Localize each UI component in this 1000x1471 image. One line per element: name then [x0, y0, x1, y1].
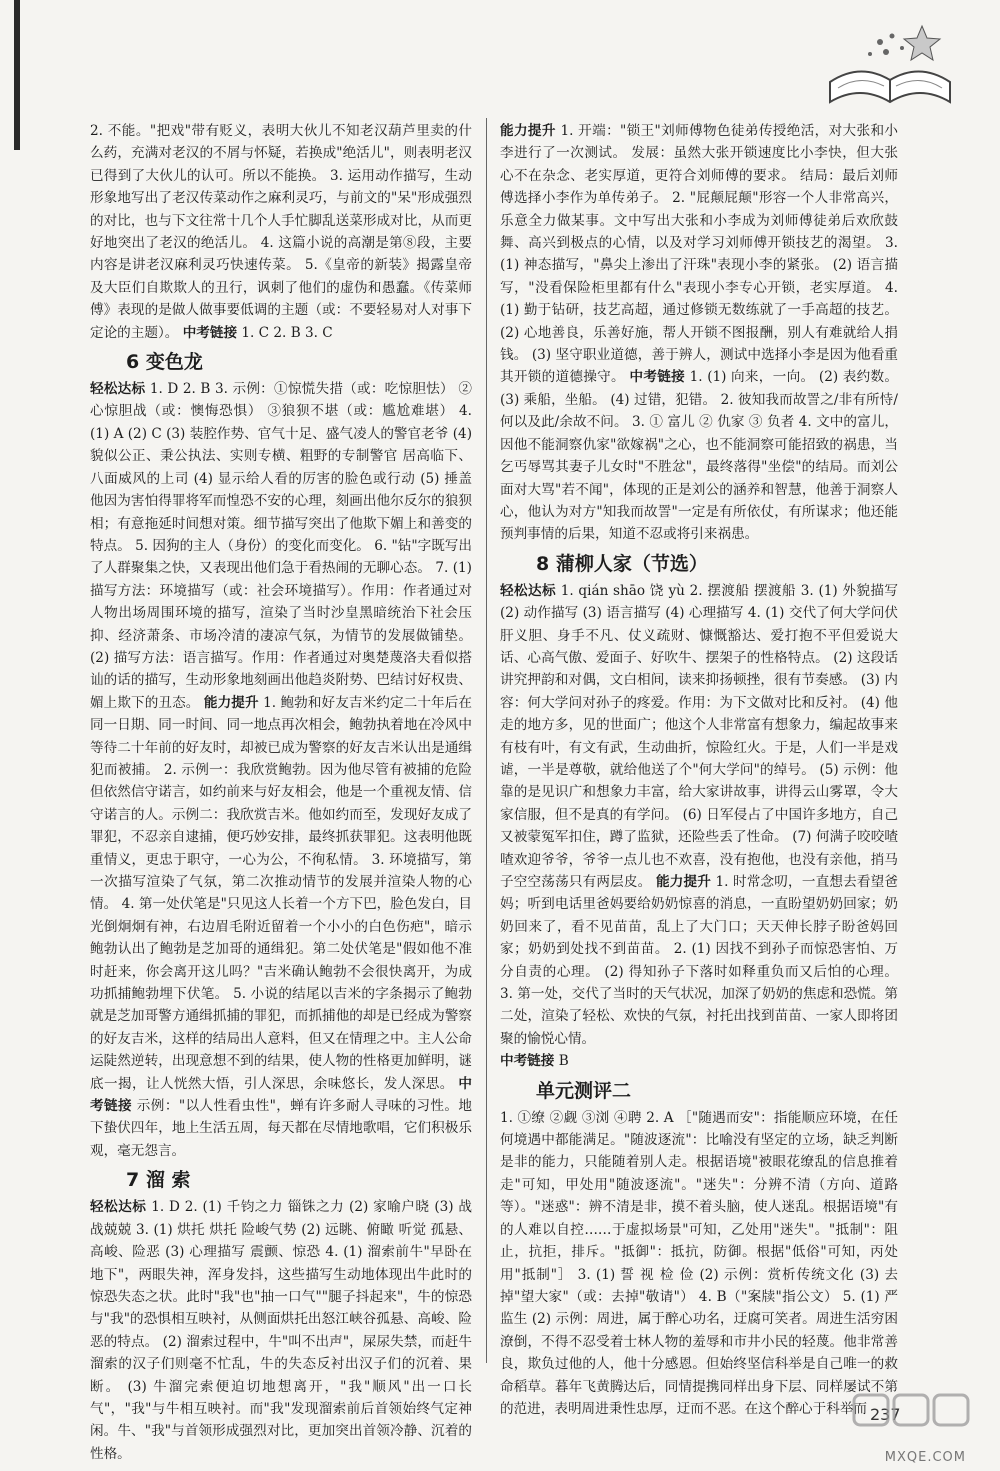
- answer-text: 1. 时常念叨，一直想去看望爸妈；听到电话里爸妈要给奶奶惊喜的消息，一直盼望奶奶回家；奶奶回来了，看不见苗苗，乱上了大门口；天天伸长脖子盼爸妈回家；奶奶到处找不到苗苗。 2. (1) 因找不到孙子而惊恐害怕、万分自责的心理。 (2) 得知孙子下落时如释重负而又后怕的心理。 3. 第一处，交代了当时的天气状况，加深了奶奶的焦虑和恐慌。第二处，渲染了轻松、欢快的气氛，衬托出找到苗苗、一家人即将团聚的愉悦心情。: [500, 874, 899, 1047]
- answer-text: B: [558, 1053, 569, 1070]
- lesson-title: 7 溜 索: [126, 1169, 191, 1192]
- section-tag: 中考链接: [500, 1053, 555, 1070]
- unit-test-title: 单元测评二: [536, 1079, 632, 1102]
- binder-line: [14, 0, 20, 150]
- lesson-title: 6 变色龙: [126, 351, 203, 374]
- open-book-stars-icon: [820, 22, 960, 112]
- column-divider: [486, 118, 487, 1363]
- section-tag: 中考链接: [629, 369, 686, 386]
- lesson-title: 8 蒲柳人家（节选）: [536, 552, 708, 575]
- section-tag: 能力提升: [500, 123, 556, 139]
- page-number: 237: [870, 1405, 901, 1424]
- answer-block: [500, 1107, 898, 1421]
- section-tag: 轻松达标: [500, 582, 556, 599]
- answer-text: 1. D 2. B 3. 示例：①惊慌失措（或：吃惊胆怯） ②心惊胆战（或：懊悔恐惧） ③狼狈不堪（或：尴尬难堪） 4. (1) A (2) C (3) 装腔作势、官气十足、盛气凌人的警官老爷 (4) 貌似公正、秉公执法、实则专横、粗野的专制警官 居高临下、八面威风的上司 (4) 显示给人看的厉害的脸色或行动 (5) 捶盖他因为害怕得罪将军而惶恐不安的心理，刻画出他尔反尔的狼狈相；有意拖延时间想对策。细节描写突出了他欺下媚上和善变的特点。 5. 因狗的主人（身份）的变化而变化。 6. "钻"字既写出了人群聚集之快，又表现出他们急于看热闹的无聊心态。 7. (1) 描写方法：环境描写（或：社会环境描写）。作用：作者通过对人物出场周围环境的描写，渲染了当时沙皇黑暗统治下社会压抑、经济萧条、市场冷清的凄凉气氛，为情节的发展做铺垫。 (2) 描写方法：语言描写。作用：作者通过对奥楚蔑洛夫看似搭讪的话的描写，生动形象地刻画出他趋炎附势、巴结讨好权贵、媚上欺下的丑态。: [90, 381, 472, 711]
- answer-text: 1. (1) 向来，一向。 (2) 表约数。 (3) 乘船，坐船。 (4) 过错，犯错。 2. 彼知我而故詈之/非有所恃/何以及此/余故不问。 3. ① 富儿 ② 仇家 ③ 负者 4. 文中的富儿，因他不能洞察仇家"欲嫁祸"之心，也不能洞察可能招致的祸患，当乞丐辱骂其妻子儿女时"不胜忿"，最终落得"坐偿"的结局。而刘公面对大骂"若不闻"，体现的正是刘公的涵养和智慧，他善于洞察人心，他认为对方"知我而故詈"一定是有所依仗，有所谋求；他还能预判事情的后果，知道不忍或将引来祸患。: [500, 369, 899, 543]
- answer-block: [90, 378, 472, 1162]
- left-column: [90, 120, 472, 1465]
- watermark-text: MXQE.COM: [884, 1450, 966, 1465]
- answer-text: 1. ①缭 ②觑 ③浏 ④聘 2. A ［"随遇而安"：指能顺应环境，在任何境遇中都能满足。"随波逐流"：比喻没有坚定的立场，缺乏判断是非的能力，只能随着别人走。根据语境"被眼花缭乱的信息推着走"可知，甲处用"随波逐流"。"迷失"：分辨不清（方向、道路等）。"迷惑"：辨不清是非，摸不着头脑，使人迷乱。根据语境"有的人难以自控……于虚拟场景"可知，乙处用"迷失"。"抵制"：阻止，抗拒，排斥。"抵御"：抵抗，防御。根据"低俗"可知，丙处用"抵制"］ 3. (1) 誓 视 检 俭 (2) 示例：赏析传统文化 (3) 去掉"望大家"（或：去掉"敬请"） 4. B（"案牍"指公文） 5. (1) 严监生 (2) 示例：周进，属于醉心功名，迂腐可笑者。周进生活穷困潦倒，不得不忍受着士林人物的羞辱和市井小民的轻蔑。他非常善良，欺负过他的人，他十分感恩。但始终坚信科举是自己唯一的救命稻草。暮年飞黄腾达后，同情提携同样出身下层、同样屡试不第的范进，表明周进秉性忠厚，迂而不恶。在这个醉心于科举而: [500, 1109, 898, 1417]
- answer-block: [500, 1050, 898, 1072]
- section-tag: 能力提升: [203, 694, 259, 711]
- answer-text: 示例："以人性看虫性"，蝉有许多耐人寻味的习性。地下蛰伏四年，地上生活五周，每天都在尽情地歌唱，它们积极乐观，毫无怨言。: [90, 1098, 473, 1159]
- section-tag: 轻松达标: [90, 1199, 147, 1216]
- answer-text: 1. D 2. (1) 千钧之力 锱铢之力 (2) 家喻户晓 (3) 战战兢兢 3. (1) 烘托 烘托 险峻气势 (2) 远眺、俯瞰 听觉 孤悬、高峻、险恶 (3) 心理描写 震颤、惊恐 4. (1) 溜索前牛"早卧在地下"，两眼失神，浑身发抖，这些描写生动地体现出牛此时的惊恐失态之状。此时"我"也"抽一口气""腿子抖起来"，牛的惊恐与"我"的恐惧相互映衬，从侧面烘托出怒江峡谷孤悬、高峻、险恶的特点。 (2) 溜索过程中，牛"叫不出声"，屎尿失禁，而赶牛溜索的汉子们则毫不忙乱，牛的失态反衬出汉子们的沉着、果断。 (3) 牛溜完索便迫切地想离开，"我"顺风"出一口长气"，"我"与牛相互映衬。而"我"发现溜索前后首领始终气定神闲。牛、"我"与首领形成强烈对比，更加突出首领冷静、沉着的性格。: [90, 1199, 472, 1462]
- section-tag: 中考链接: [90, 1075, 472, 1115]
- answer-text: 2. 不能。"把戏"带有贬义，表明大伙儿不知老汉葫芦里卖的什么药，充满对老汉的不屑与怀疑，若换成"绝活儿"，则表明老汉已得到了大伙儿的认可。所以不能换。 3. 运用动作描写，生动形象地写出了老汉传菜动作之麻利灵巧，与前文的"呆"形成强烈的对比，也与下文往常十几个人手忙脚乱送菜形成对比，从而更好地突出了老汉的绝活儿。 4. 这篇小说的高潮是第⑧段，主要内容是讲老汉麻利灵巧快速传菜。 5.《皇帝的新装》揭露皇帝及大臣们自欺欺人的丑行，讽刺了他们的虚伪和愚蠢。《传菜师傅》表现的是做人做事要低调的主题（或：不要轻易对人对事下定论的主题）。: [90, 123, 472, 341]
- answer-block: [500, 120, 898, 546]
- answer-block: [90, 120, 472, 344]
- answer-text: 1. qián shāo 饶 yù 2. 摆渡船 摆渡船 3. (1) 外貌描写 (2) 动作描写 (3) 语言描写 (4) 心理描写 4. (1) 交代了何大学问伏肝义胆、身手不凡、仗义疏财、慷慨豁达、爱打抱不平但爱说大话、心高气傲、爱面子、好吹牛、摆架子的性格特点。 (2) 这段话讲究押韵和对偶，文白相间，读来抑扬顿挫，很有节奏感。 (3) 内容：何大学问对孙子的疼爱。作用：为下文做对比和反衬。 (4) 他走的地方多，见的世面广；他这个人非常富有想象力，编起故事来有枝有叶，有文有武，生动曲折，惊险红火。于是，人们一半是戏谑，一半是尊敬，就给他送了个"何大学问"的绰号。 (5) 示例：他靠的是见识广和想象力丰富，给大家讲故事，讲得云山雾罩，令大家信服，但不是真的有学问。 (6) 日军侵占了中国许多地方，自己又被蒙冤军扣住，蹲了监狱，还险些丢了性命。 (7) 何满子咬咬喳喳欢迎爷爷，爷爷一点儿也不欢喜，没有抱他，也没有亲他，捎马子空空荡荡只有两层皮。: [500, 582, 899, 890]
- answer-block: [90, 1196, 472, 1465]
- section-tag: 能力提升: [655, 874, 712, 890]
- watermark-logo-icon: [852, 1391, 972, 1447]
- answer-text: 1. 鲍勃和好友吉米约定二十年后在同一日期、同一时间、同一地点再次相会，鲍勃执着地在冷风中等待二十年前的好友时，却被已成为警察的好友吉米认出是通缉犯而被捕。 2. 示例一：我欣赏鲍勃。因为他尽管有被捕的危险但依然信守诺言，如约前来与好友相会，他是一个重视友情、信守诺言的人。示例二：我欣赏吉米。他如约而至，发现好友成了罪犯，不忍亲自逮捕，便巧妙安排，最终抓获罪犯。这表明他既重情义，更忠于职守，一心为公，不徇私情。 3. 环境描写，第一次描写渲染了气氛，第二次推动情节的发展并渲染人物的心情。 4. 第一处伏笔是"只见这人长着一个方下巴，脸色发白，目光倒炯炯有神，右边眉毛附近留着一个小小的白色伤疤"，暗示鲍勃认出了鲍勃是芝加哥的通缉犯。第二处伏笔是"假如他不准时赶来，你会离开这儿吗？"吉米确认鲍勃不会很快离开，为成功抓捕鲍勃埋下伏笔。 5. 小说的结尾以吉米的字条揭示了鲍勃就是芝加哥警方通缉抓捕的罪犯，而抓捕他的却是已经成为警察的好友吉米，这样的结局出人意料，但又在情理之中。主人公命运陡然逆转，出现意想不到的结果，使人物的性格更加鲜明，谜底一揭，让人恍然大悟，引人深思，余味悠长，发人深思。: [90, 694, 473, 1092]
- answer-text: 1. C 2. B 3. C: [241, 324, 333, 341]
- right-column: [500, 120, 898, 1420]
- section-tag: 中考链接: [182, 324, 238, 341]
- section-tag: 轻松达标: [90, 381, 146, 398]
- answer-text: 1. 开端："锁王"刘师傅物色徒弟传授绝活，对大张和小李进行了一次测试。 发展：虽然大张开锁速度比小李快，但大张心不在杂念、老实厚道，更符合刘师傅的要求。 结局：最后刘师傅选择小李作为单传弟子。 2. "屁颠屁颠"形容一个人非常高兴，乐意全力做某事。文中写出大张和小李成为刘师傅徒弟后欢欣鼓舞、高兴到极点的心情，以及对学习刘师傅开锁技艺的渴望。 3. (1) 神态描写，"鼻尖上渗出了汗珠"表现小李的紧张。 (2) 语言描写，"没看保险柜里都有什么"表现小李专心开锁，老实厚道。 4. (1) 勤于钻研，技艺高超，通过修锁无数练就了一手高超的技艺。 (2) 心地善良，乐善好施，帮人开锁不图报酬，别人有难就给人捐钱。 (3) 坚守职业道德，善于辨人，测试中选择小李是因为他看重其开锁的道德操守。: [500, 123, 899, 386]
- answer-block: [500, 580, 898, 1051]
